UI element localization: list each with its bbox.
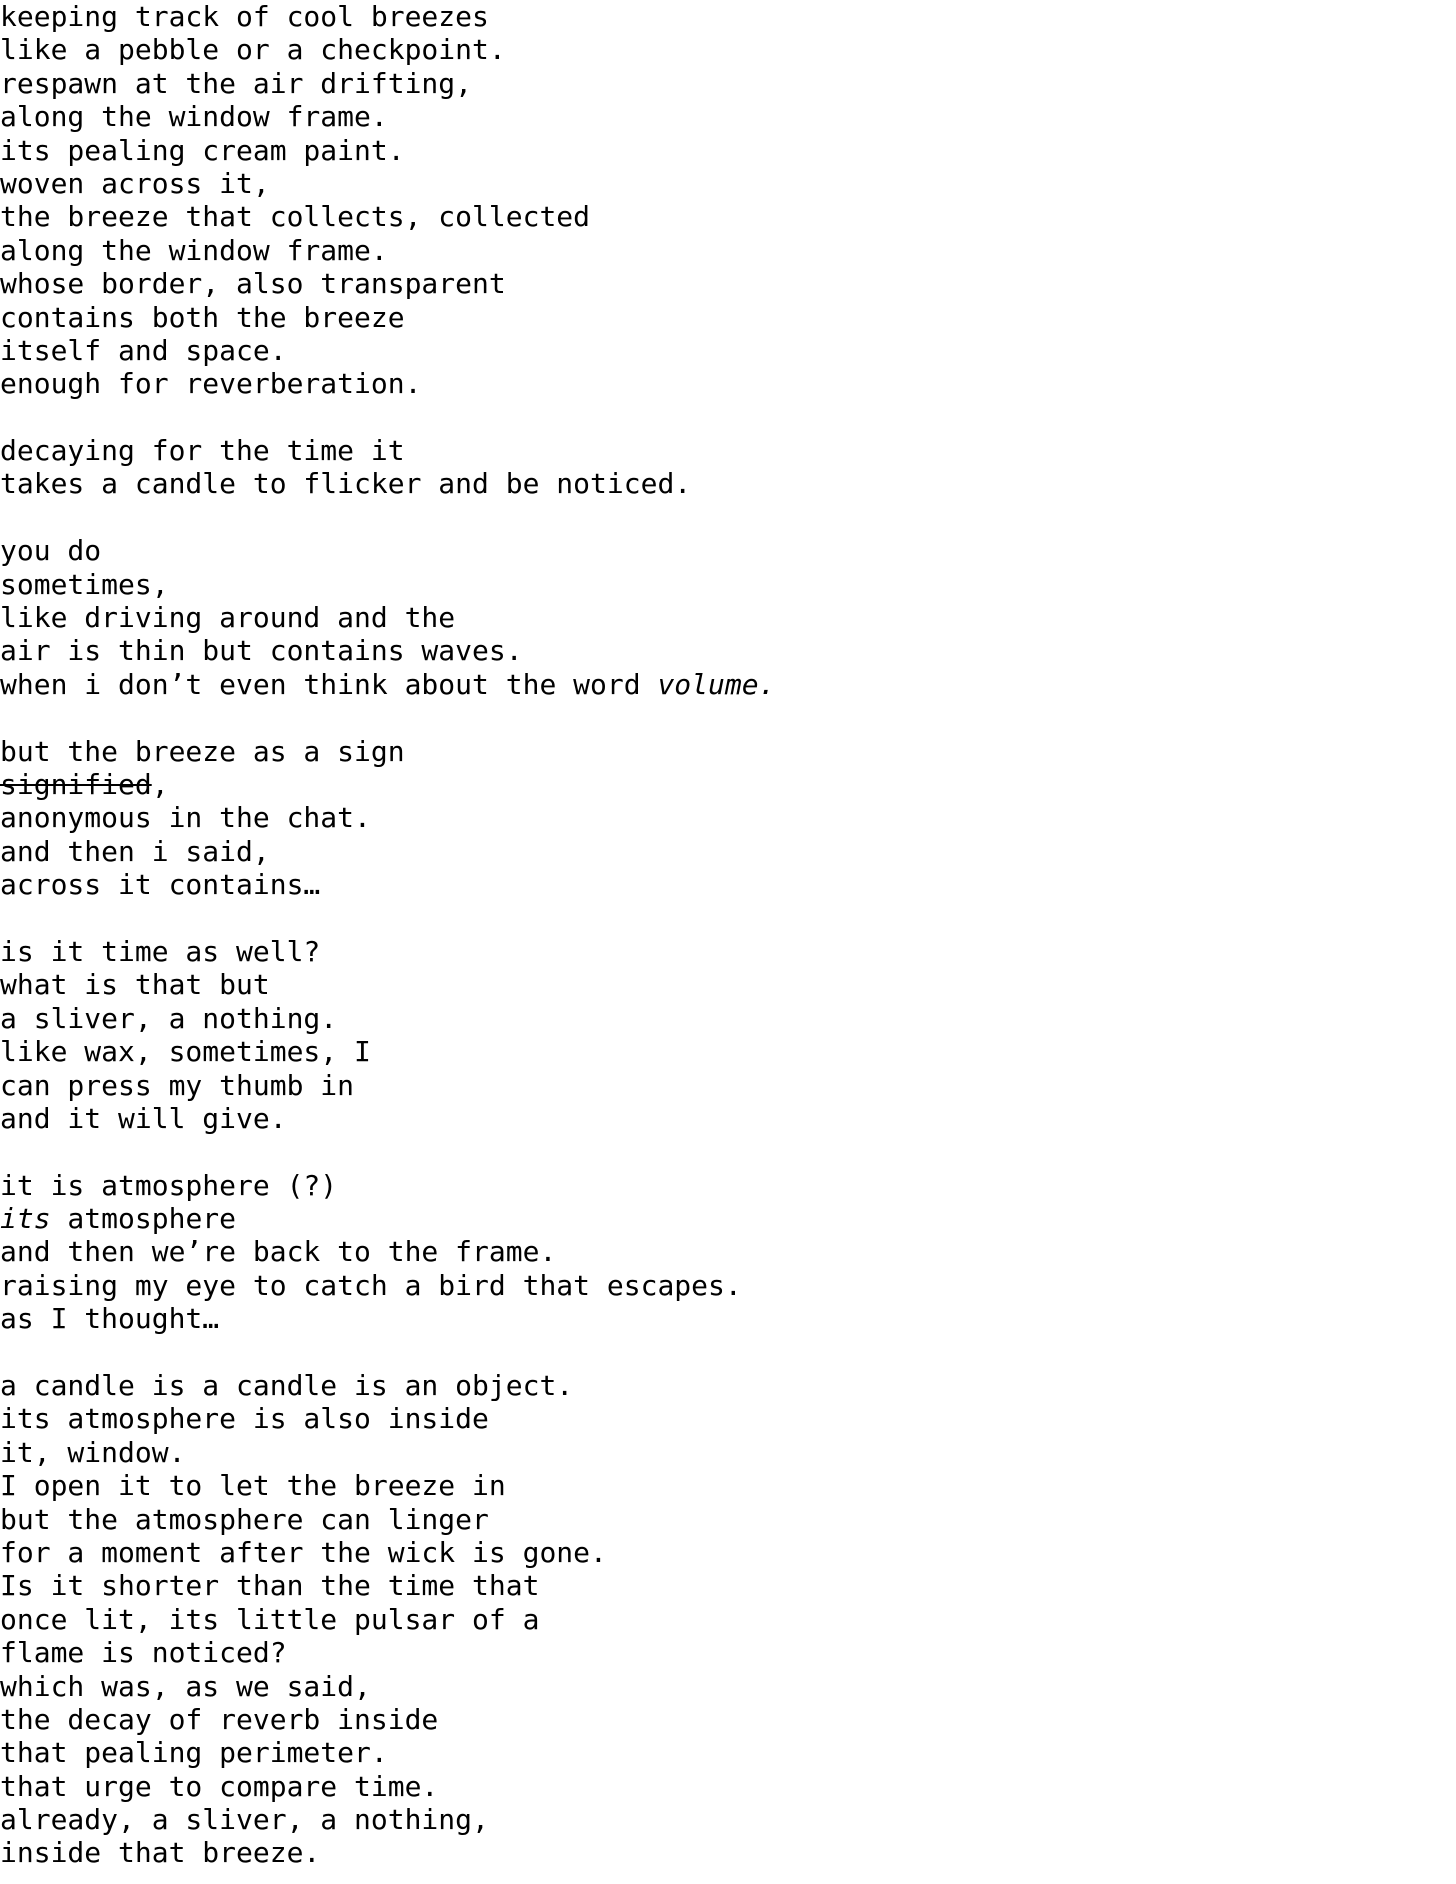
stanza-break bbox=[0, 401, 775, 434]
line-text: its atmosphere is also inside bbox=[0, 1402, 489, 1436]
line-text: like a pebble or a checkpoint. bbox=[0, 33, 506, 67]
line-text: across it contains… bbox=[0, 868, 321, 902]
poem-line bbox=[0, 1770, 775, 1803]
line-text: a sliver, a nothing. bbox=[0, 1001, 338, 1035]
line-text: and then i said, bbox=[0, 834, 270, 868]
italic-text: its bbox=[0, 1202, 51, 1236]
line-text: once lit, its little pulsar of a bbox=[0, 1602, 540, 1636]
line-text: like driving around and the bbox=[0, 601, 456, 635]
line-text: takes a candle to flicker and be noticed. bbox=[0, 467, 692, 501]
poem-line bbox=[0, 1469, 775, 1502]
poem-line bbox=[0, 1569, 775, 1602]
poem-line bbox=[0, 668, 775, 701]
line-text: enough for reverberation. bbox=[0, 367, 422, 401]
poem-line bbox=[0, 601, 775, 634]
poem-line bbox=[0, 1503, 775, 1536]
line-text: the breeze that collects, collected bbox=[0, 200, 591, 234]
poem-line bbox=[0, 1002, 775, 1035]
poem-line bbox=[0, 1636, 775, 1669]
poem-line bbox=[0, 367, 775, 400]
line-text: inside that breeze. bbox=[0, 1836, 321, 1870]
poem-line bbox=[0, 1269, 775, 1302]
line-text: and then we’re back to the frame. bbox=[0, 1235, 557, 1269]
line-text: woven across it, bbox=[0, 166, 270, 200]
poem-line bbox=[0, 301, 775, 334]
poem-line bbox=[0, 534, 775, 567]
poem-line bbox=[0, 1069, 775, 1102]
poem-line bbox=[0, 1436, 775, 1469]
line-text: can press my thumb in bbox=[0, 1068, 355, 1102]
line-text: you do bbox=[0, 534, 102, 568]
line-text: air is thin but contains waves. bbox=[0, 634, 523, 668]
line-text: whose border, also transparent bbox=[0, 267, 506, 301]
line-text: I open it to let the breeze in bbox=[0, 1469, 506, 1503]
poem-line bbox=[0, 200, 775, 233]
line-text: decaying for the time it bbox=[0, 434, 405, 468]
stanza-break bbox=[0, 501, 775, 534]
poem-line bbox=[0, 434, 775, 467]
line-text: keeping track of cool breezes bbox=[0, 0, 489, 33]
poem-line bbox=[0, 634, 775, 667]
line-text: like wax, sometimes, I bbox=[0, 1035, 371, 1069]
poem-line bbox=[0, 334, 775, 367]
line-text: and it will give. bbox=[0, 1101, 287, 1135]
poem-line bbox=[0, 1703, 775, 1736]
poem-line bbox=[0, 935, 775, 968]
poem-line bbox=[0, 67, 775, 100]
line-text: atmosphere bbox=[50, 1202, 237, 1236]
poem-line bbox=[0, 167, 775, 200]
poem-line bbox=[0, 568, 775, 601]
poem-line bbox=[0, 1803, 775, 1836]
line-text: along the window frame. bbox=[0, 100, 388, 134]
line-text: but the breeze as a sign bbox=[0, 734, 405, 768]
poem-line bbox=[0, 1035, 775, 1068]
line-text: that pealing perimeter. bbox=[0, 1736, 388, 1770]
poem-line bbox=[0, 801, 775, 834]
italic-text: volume. bbox=[657, 667, 776, 701]
line-text: but the atmosphere can linger bbox=[0, 1502, 489, 1536]
line-text: flame is noticed? bbox=[0, 1636, 287, 1670]
line-text: Is it shorter than the time that bbox=[0, 1569, 540, 1603]
stanza-break bbox=[0, 701, 775, 734]
poem-line bbox=[0, 1102, 775, 1135]
poem-line bbox=[0, 1202, 775, 1235]
poem-line bbox=[0, 968, 775, 1001]
line-text: when i don’t even think about the word bbox=[0, 667, 658, 701]
poem-line bbox=[0, 768, 775, 801]
line-text: contains both the breeze bbox=[0, 300, 405, 334]
line-text: it, window. bbox=[0, 1435, 186, 1469]
line-text: respawn at the air drifting, bbox=[0, 66, 473, 100]
line-text: raising my eye to catch a bird that escapes. bbox=[0, 1268, 742, 1302]
line-text: which was, as we said, bbox=[0, 1669, 371, 1703]
line-text: already, a sliver, a nothing, bbox=[0, 1803, 489, 1837]
poem-line bbox=[0, 1302, 775, 1335]
line-text: for a moment after the wick is gone. bbox=[0, 1535, 607, 1569]
line-text: that urge to compare time. bbox=[0, 1769, 439, 1803]
line-text: along the window frame. bbox=[0, 233, 388, 267]
stanza-break bbox=[0, 902, 775, 935]
poem-line bbox=[0, 234, 775, 267]
poem-line bbox=[0, 835, 775, 868]
line-text: it is atmosphere (?) bbox=[0, 1168, 338, 1202]
poem-line bbox=[0, 1836, 775, 1869]
poem-line bbox=[0, 1402, 775, 1435]
line-text: is it time as well? bbox=[0, 934, 321, 968]
line-text: what is that but bbox=[0, 968, 270, 1002]
poem-line bbox=[0, 1736, 775, 1769]
line-text: the decay of reverb inside bbox=[0, 1702, 439, 1736]
poem-line bbox=[0, 0, 775, 33]
poem-line bbox=[0, 868, 775, 901]
strikethrough-text: signified bbox=[0, 767, 152, 801]
poem-line bbox=[0, 1670, 775, 1703]
poem-line bbox=[0, 1235, 775, 1268]
line-text: its pealing cream paint. bbox=[0, 133, 405, 167]
line-text: as I thought… bbox=[0, 1302, 220, 1336]
line-text: a candle is a candle is an object. bbox=[0, 1369, 574, 1403]
poem-line bbox=[0, 1603, 775, 1636]
stanza-break bbox=[0, 1135, 775, 1168]
poem-line bbox=[0, 1369, 775, 1402]
line-text: , bbox=[151, 767, 169, 801]
poem-line bbox=[0, 735, 775, 768]
poem-line bbox=[0, 467, 775, 500]
poem-line bbox=[0, 1169, 775, 1202]
line-text: itself and space. bbox=[0, 333, 287, 367]
line-text: anonymous in the chat. bbox=[0, 801, 371, 835]
poem-line bbox=[0, 267, 775, 300]
poem-line bbox=[0, 100, 775, 133]
stanza-break bbox=[0, 1336, 775, 1369]
poem-line bbox=[0, 1536, 775, 1569]
line-text: sometimes, bbox=[0, 567, 169, 601]
poem-line bbox=[0, 33, 775, 66]
poem-line bbox=[0, 134, 775, 167]
